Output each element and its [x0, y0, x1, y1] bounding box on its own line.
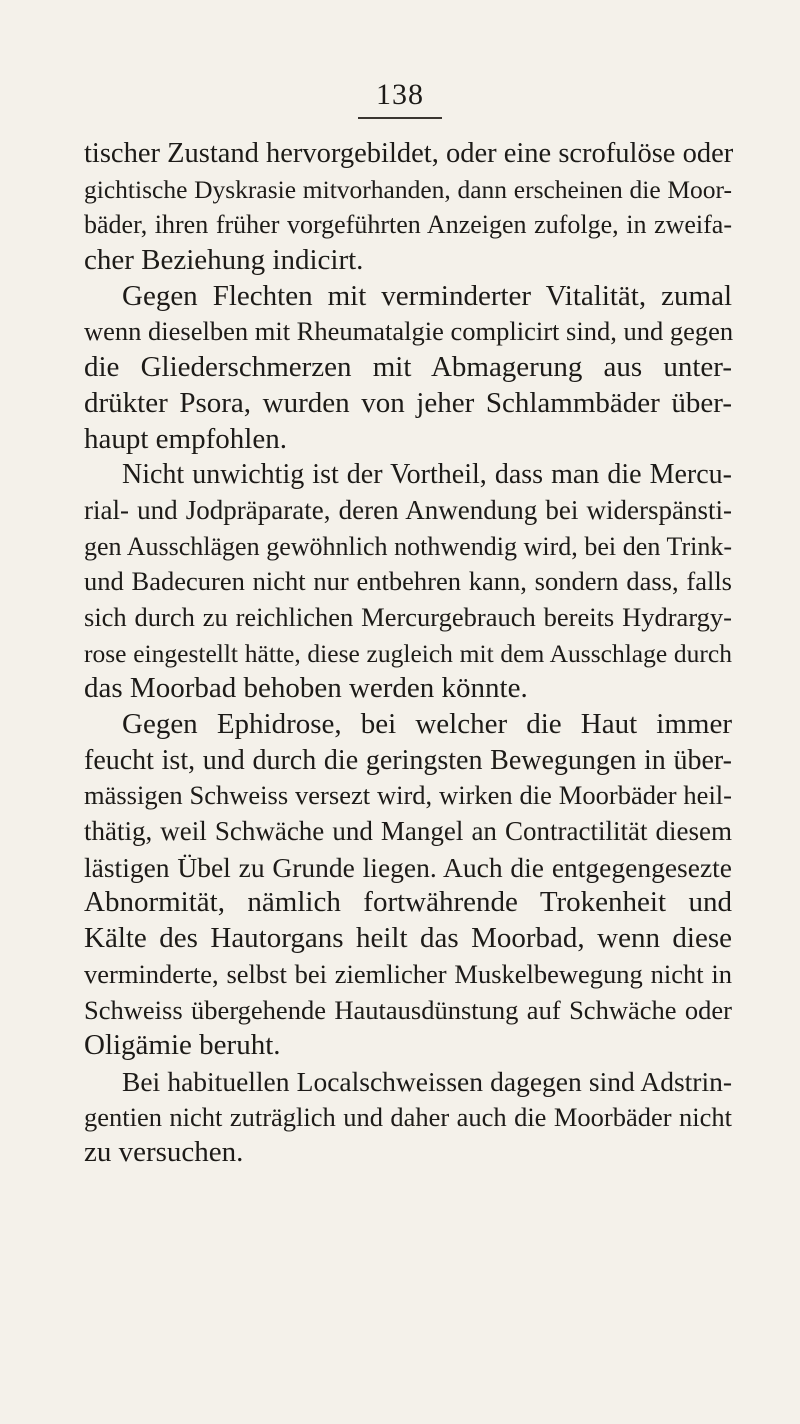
text-line: tischer Zustand hervorgebildet, oder eine scrofulöse oder [84, 138, 734, 169]
text-line: cher Beziehung indicirt. [84, 244, 364, 277]
text-line: haupt empfohlen. [84, 422, 287, 455]
text-line: Nicht unwichtig ist der Vortheil, dass man die Mercu- [122, 459, 732, 491]
page-number-rule [358, 117, 442, 119]
text-line: feucht ist, und durch die geringsten Bewegungen in über- [84, 744, 732, 776]
text-line: Gegen Flechten mit verminderter Vitalität, zumal [122, 279, 732, 312]
text-line: thätig, weil Schwäche und Mangel an Contractilität diesem [84, 816, 732, 847]
text-line: Abnormität, nämlich fortwährende Trokenheit und [84, 886, 732, 919]
text-line: Bei habituellen Localschweissen dagegen sind Adstrin- [122, 1065, 732, 1097]
text-line: lästigen Übel zu Grunde liegen. Auch die entgegengesezte [84, 851, 732, 883]
text-line: gichtische Dyskrasie mitvorhanden, dann erscheinen die Moor- [84, 174, 732, 204]
text-line: sich durch zu reichlichen Mercurgebrauch bereits Hydrargy- [84, 601, 732, 632]
text-line: Oligämie beruht. [84, 1029, 281, 1062]
text-line: bäder, ihren früher vorgeführten Anzeigen zufolge, in zweifa- [84, 210, 732, 240]
text-line: die Gliederschmerzen mit Abmagerung aus unter- [84, 351, 732, 384]
body-text [84, 136, 732, 1171]
text-line: mässigen Schweiss versezt wird, wirken die Moorbäder heil- [84, 780, 732, 811]
text-line: und Badecuren nicht nur entbehren kann, sondern dass, falls [84, 566, 732, 597]
text-line: Kälte des Hautorgans heilt das Moorbad, wenn diese [84, 922, 732, 955]
text-line: das Moorbad behoben werden könnte. [84, 672, 528, 705]
text-line: zu versuchen. [84, 1136, 244, 1169]
text-line: Gegen Ephidrose, bei welcher die Haut immer [122, 708, 732, 740]
text-line: Schweiss übergehende Hautausdünstung auf Schwäche oder [84, 994, 732, 1025]
text-line: wenn dieselben mit Rheumatalgie complicirt sind, und gegen [84, 316, 734, 347]
page-number: 138 [376, 78, 424, 111]
text-line: verminderte, selbst bei ziemlicher Muskelbewegung nicht in [84, 958, 732, 989]
text-line: rial- und Jodpräparate, deren Anwendung bei widerspänsti- [84, 494, 732, 525]
text-line: rose eingestellt hätte, diese zugleich mit dem Ausschlage durch [84, 638, 732, 668]
text-line: gen Ausschlägen gewöhnlich nothwendig wird, bei den Trink- [84, 531, 732, 561]
text-line: drükter Psora, wurden von jeher Schlammbäder über- [84, 386, 732, 419]
text-line: gentien nicht zuträglich und daher auch die Moorbäder nicht [84, 1101, 732, 1132]
